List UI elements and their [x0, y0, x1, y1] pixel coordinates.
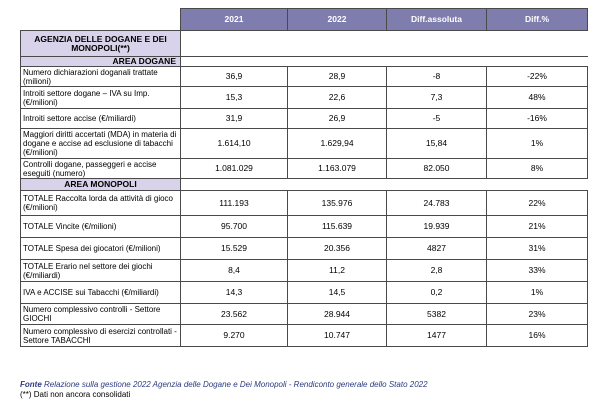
agency-title-row: [21, 31, 588, 57]
value-2022: 1.163.079: [288, 159, 387, 179]
value-diff-pct: 48%: [487, 87, 588, 109]
header-diff-pct: Diff.%: [487, 9, 588, 31]
value-2021: 8,4: [181, 260, 288, 282]
header-row: [21, 9, 588, 31]
table-row: [21, 159, 588, 179]
value-diff-abs: 1477: [387, 325, 487, 347]
table-row: [21, 304, 588, 325]
value-2022: 28.944: [288, 304, 387, 325]
value-2022: 135.976: [288, 191, 387, 216]
statistics-table: [20, 8, 588, 347]
value-2021: 31,9: [181, 109, 288, 129]
row-label: Numero dichiarazioni doganali trattate (milioni): [21, 67, 181, 87]
section-area-monopoli: AREA MONOPOLI: [21, 179, 181, 191]
value-2021: 23.562: [181, 304, 288, 325]
value-2022: 14,5: [288, 282, 387, 304]
value-diff-pct: 21%: [487, 216, 588, 238]
value-diff-pct: 33%: [487, 260, 588, 282]
source-line: [20, 380, 428, 390]
agency-title: AGENZIA DELLE DOGANE E DEI MONOPOLI(**): [21, 31, 181, 57]
table-row: [21, 216, 588, 238]
value-diff-abs: 82.050: [387, 159, 487, 179]
value-diff-pct: -22%: [487, 67, 588, 87]
row-label: Numero complessivo controlli - Settore GIOCHI: [21, 304, 181, 325]
value-2021: 111.193: [181, 191, 288, 216]
value-2022: 1.629,94: [288, 129, 387, 159]
table-row: [21, 238, 588, 260]
header-2022: 2022: [288, 9, 387, 31]
value-diff-abs: 2,8: [387, 260, 487, 282]
value-diff-abs: 24.783: [387, 191, 487, 216]
header-2021: 2021: [181, 9, 288, 31]
value-diff-pct: 1%: [487, 282, 588, 304]
value-2021: 15,3: [181, 87, 288, 109]
value-2021: 15.529: [181, 238, 288, 260]
table-row: [21, 325, 588, 347]
footnote: (**) Dati non ancora consolidati: [20, 390, 131, 399]
section-row-monopoli: [21, 179, 588, 191]
row-label: Introiti settore accise (€/miliardi): [21, 109, 181, 129]
value-2022: 10.747: [288, 325, 387, 347]
value-diff-pct: 8%: [487, 159, 588, 179]
row-label: TOTALE Spesa dei giocatori (€/milioni): [21, 238, 181, 260]
value-diff-abs: 19.939: [387, 216, 487, 238]
section-area-dogane: AREA DOGANE: [21, 57, 181, 67]
section-row-dogane: [21, 57, 588, 67]
table-row: [21, 260, 588, 282]
value-diff-abs: 4827: [387, 238, 487, 260]
value-2022: 115.639: [288, 216, 387, 238]
source-text: Relazione sulla gestione 2022 Agenzia delle Dogane e Dei Monopoli - Rendiconto generale dello Stato 2022: [44, 380, 428, 389]
value-2021: 95.700: [181, 216, 288, 238]
value-2021: 14,3: [181, 282, 288, 304]
table-row: [21, 129, 588, 159]
value-diff-abs: -5: [387, 109, 487, 129]
source-label: Fonte: [20, 380, 42, 389]
value-diff-abs: 0,2: [387, 282, 487, 304]
value-diff-pct: 31%: [487, 238, 588, 260]
header-diff-abs: Diff.assoluta: [387, 9, 487, 31]
table-row: [21, 67, 588, 87]
row-label: TOTALE Vincite (€/milioni): [21, 216, 181, 238]
table-row: [21, 191, 588, 216]
value-2021: 1.614,10: [181, 129, 288, 159]
value-2022: 26,9: [288, 109, 387, 129]
value-diff-pct: -16%: [487, 109, 588, 129]
row-label: Numero complessivo di esercizi controllati - Settore TABACCHI: [21, 325, 181, 347]
row-label: Maggiori diritti accertati (MDA) in materia di dogane e accise ad esclusione di tabacchi (€/milioni): [21, 129, 181, 159]
value-diff-abs: -8: [387, 67, 487, 87]
value-diff-pct: 23%: [487, 304, 588, 325]
row-label: Introiti settore dogane – IVA su Imp. (€/milioni): [21, 87, 181, 109]
value-2022: 11,2: [288, 260, 387, 282]
value-2022: 20.356: [288, 238, 387, 260]
table-row: [21, 109, 588, 129]
header-empty-cell: [21, 9, 181, 31]
table-row: [21, 87, 588, 109]
footer-notes: [20, 380, 428, 400]
value-2022: 22,6: [288, 87, 387, 109]
row-label: TOTALE Raccolta lorda da attività di gioco (€/milioni): [21, 191, 181, 216]
value-diff-pct: 22%: [487, 191, 588, 216]
value-diff-abs: 5382: [387, 304, 487, 325]
value-2021: 36,9: [181, 67, 288, 87]
value-diff-pct: 1%: [487, 129, 588, 159]
row-label: Controlli dogane, passeggeri e accise eseguiti (numero): [21, 159, 181, 179]
value-2022: 28,9: [288, 67, 387, 87]
table-row: [21, 282, 588, 304]
value-diff-pct: 16%: [487, 325, 588, 347]
value-2021: 9.270: [181, 325, 288, 347]
row-label: IVA e ACCISE sui Tabacchi (€/miliardi): [21, 282, 181, 304]
value-2021: 1.081.029: [181, 159, 288, 179]
value-diff-abs: 7,3: [387, 87, 487, 109]
row-label: TOTALE Erario nel settore dei giochi (€/miliardi): [21, 260, 181, 282]
value-diff-abs: 15,84: [387, 129, 487, 159]
